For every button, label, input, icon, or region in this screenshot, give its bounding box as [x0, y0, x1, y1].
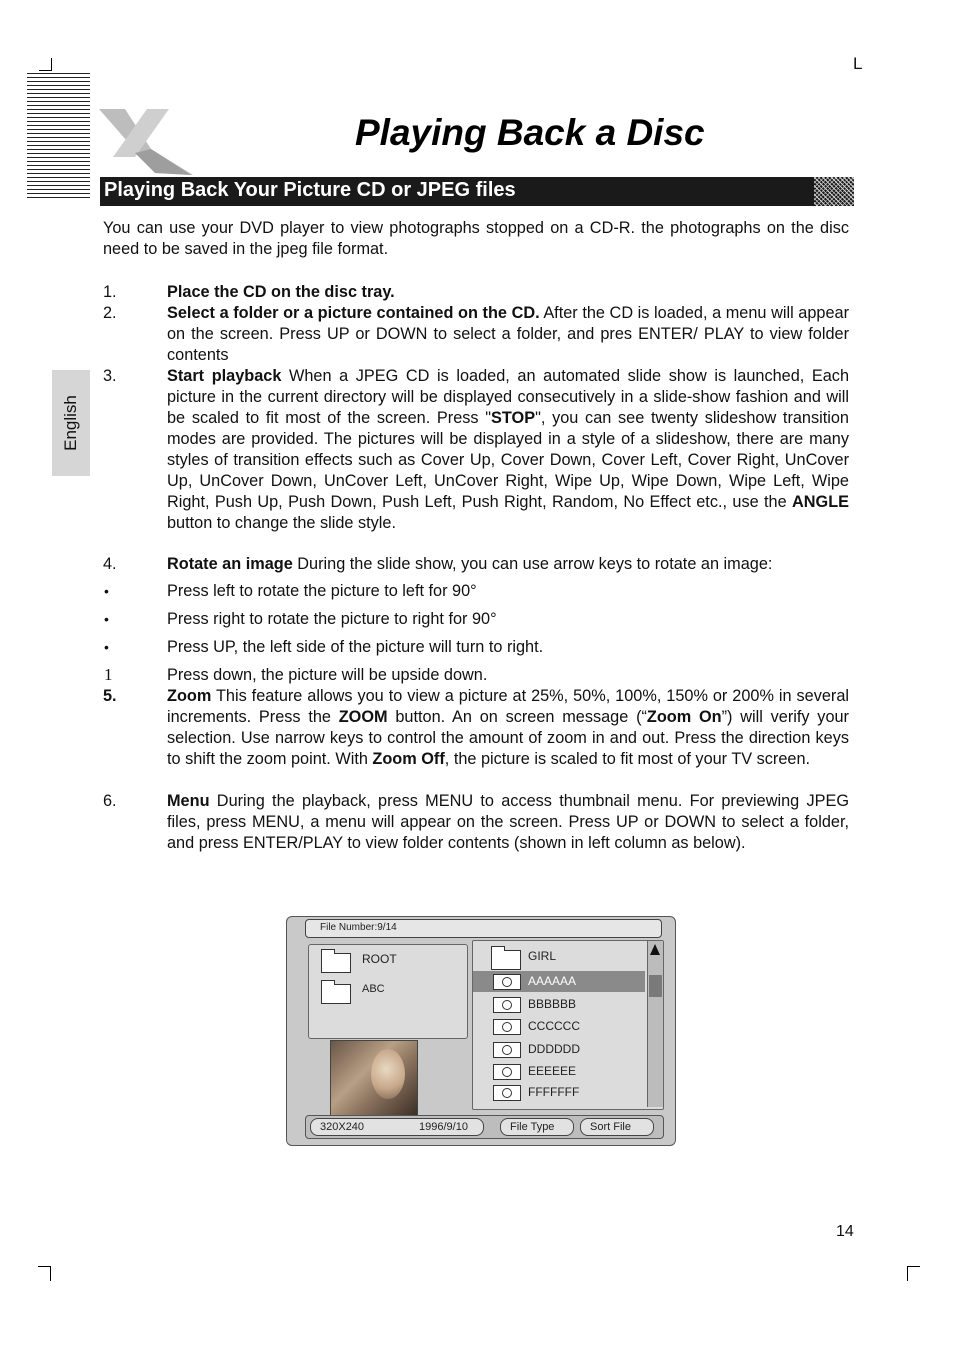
step-bold: Rotate an image [167, 555, 293, 573]
sort-file-label: Sort File [590, 1121, 631, 1133]
list-item-label: DDDDDD [528, 1042, 580, 1056]
list-item[interactable] [473, 1039, 645, 1060]
folder-label-abc[interactable]: ABC [362, 983, 385, 995]
bullet-text: Press left to rotate the picture to left for 90° [167, 582, 477, 600]
page-number: 14 [836, 1223, 854, 1240]
step-number: 1. [103, 283, 117, 301]
file-date: 1996/9/10 [419, 1121, 468, 1133]
list-item-label: EEEEEE [528, 1064, 577, 1078]
section-title: Playing Back Your Picture CD or JPEG files [104, 179, 516, 201]
language-tab [52, 370, 90, 476]
step-body: ”) will verify your selection. Use narrow keys to control the amount of zoom in and out. Press the direction keys to shift the zoom point. With [167, 708, 849, 768]
step-bold: Zoom [167, 687, 212, 705]
list-item-label: CCCCCC [528, 1019, 580, 1033]
scroll-up-arrow-icon[interactable] [650, 944, 660, 955]
intro-paragraph: You can use your DVD player to view photographs stopped on a CD-R. the photographs on the disc need to be saved in the jpeg file format. [103, 219, 849, 258]
folder-icon [491, 950, 521, 970]
file-type-button[interactable] [500, 1118, 574, 1136]
step-text [167, 686, 849, 770]
disc-icon [493, 1064, 521, 1080]
decorative-stripes [27, 73, 90, 198]
bullet-mark: • [104, 583, 109, 599]
language-tab-label: English [61, 395, 80, 451]
folder-icon [321, 984, 351, 1004]
step-body: When a JPEG CD is loaded, an automated slide show is launched, Each picture in the current directory will be displayed consecutively in a slide-show fashion and will be scaled to fit most of the screen. Press " [167, 367, 849, 427]
folder-label-root[interactable]: ROOT [362, 952, 397, 966]
bullet-text: Press down, the picture will be upside down. [167, 666, 488, 684]
bullet-text: Press UP, the left side of the picture will turn to right. [167, 638, 544, 656]
zoom-off-keyword: Zoom Off [372, 750, 445, 768]
angle-keyword: ANGLE [792, 493, 849, 511]
step-text [167, 282, 849, 303]
step-body: button. An on screen message (“ [387, 708, 647, 726]
disc-icon [493, 997, 521, 1013]
list-item-label: BBBBBB [528, 997, 577, 1011]
step-number: 3. [103, 367, 117, 385]
crop-mark-bottom-right [907, 1266, 920, 1281]
disc-icon [493, 1042, 521, 1058]
step-text [167, 554, 849, 575]
folder-panel [308, 944, 468, 1039]
step-bold: Select a folder or a picture contained on the CD. [167, 304, 540, 322]
step-body: During the playback, press MENU to access thumbnail menu. For previewing JPEG files, press MENU, a menu will appear on the screen. Press UP or DOWN to select a folder, and press ENTER/PLAY to view folder contents (shown in left column as below). [167, 792, 849, 852]
corner-letter: L [853, 54, 863, 73]
scroll-thumb[interactable] [649, 975, 662, 997]
bullet-mark: • [104, 611, 109, 627]
step-body: , the picture is scaled to fit most of your TV screen. [444, 750, 811, 768]
bullet-mark: 1 [104, 665, 113, 684]
disc-icon [493, 1085, 521, 1101]
file-number-bar [305, 919, 662, 938]
list-item[interactable] [473, 994, 645, 1015]
step-bold: Menu [167, 792, 210, 810]
step-text [167, 303, 849, 366]
list-item[interactable] [473, 946, 645, 967]
section-bar-pattern [814, 177, 854, 206]
step-body: This feature allows you to view a picture at 25%, 50%, 100%, 150% or 200% in several increments. Press the [167, 687, 849, 726]
step-number: 5. [103, 687, 117, 705]
step-body: ", you can see twenty slideshow transition modes are provided. The pictures will be displayed in a style of a slideshow, there are many styles of transition effects such as Cover Up, Cover Down, Cover Left, Cover Right, UnCover Up, UnCover Down, UnCover Left, UnCover Right, Wipe Up, Wipe Down, Wipe Left, Wipe Right, Push Up, Push Down, Push Left, Push Right, Random, No Effect etc., use the [167, 409, 849, 511]
step-body: button to change the slide style. [167, 514, 396, 532]
crop-mark-bottom-left [38, 1266, 51, 1281]
disc-icon [493, 974, 521, 990]
list-item[interactable] [473, 1016, 645, 1037]
file-number: File Number:9/14 [320, 922, 397, 933]
list-item-label: GIRL [528, 949, 557, 963]
step-text [167, 791, 849, 854]
page-title: Playing Back a Disc [355, 112, 705, 153]
list-item-label: FFFFFFF [528, 1085, 580, 1099]
list-item-label: AAAAAA [528, 974, 577, 988]
step-number: 2. [103, 304, 117, 322]
info-pill [310, 1118, 484, 1136]
jpeg-menu-screen [286, 916, 676, 1146]
step-text [167, 366, 849, 534]
bullet-mark: • [104, 639, 109, 655]
photo-thumbnail [330, 1040, 418, 1116]
brand-x-logo [95, 105, 195, 177]
file-list-panel [472, 940, 664, 1110]
step-body: During the slide show, you can use arrow keys to rotate an image: [292, 555, 773, 573]
zoom-keyword: ZOOM [338, 708, 388, 726]
status-bar [305, 1115, 664, 1139]
resolution: 320X240 [320, 1121, 365, 1133]
step-number: 6. [103, 792, 117, 810]
stop-keyword: STOP [491, 409, 536, 427]
folder-icon [321, 953, 351, 973]
zoom-on-keyword: Zoom On [646, 708, 722, 726]
step-bold: Start playback [167, 367, 282, 385]
list-scrollbar[interactable] [647, 941, 663, 1107]
sort-file-button[interactable] [580, 1118, 654, 1136]
step-bold: Place the CD on the disc tray. [167, 283, 395, 301]
crop-mark-top-left [39, 58, 52, 71]
file-type-label: File Type [510, 1121, 555, 1133]
step-body: After the CD is loaded, a menu will appear on the screen. Press UP or DOWN to select a folder, and pres ENTER/ PLAY to view folder contents [167, 304, 849, 364]
list-item[interactable] [473, 1061, 645, 1082]
bullet-text: Press right to rotate the picture to right for 90° [167, 610, 497, 628]
list-item[interactable] [473, 1082, 645, 1103]
disc-icon [493, 1019, 521, 1035]
step-number: 4. [103, 555, 117, 573]
list-item-selected[interactable] [473, 971, 645, 992]
